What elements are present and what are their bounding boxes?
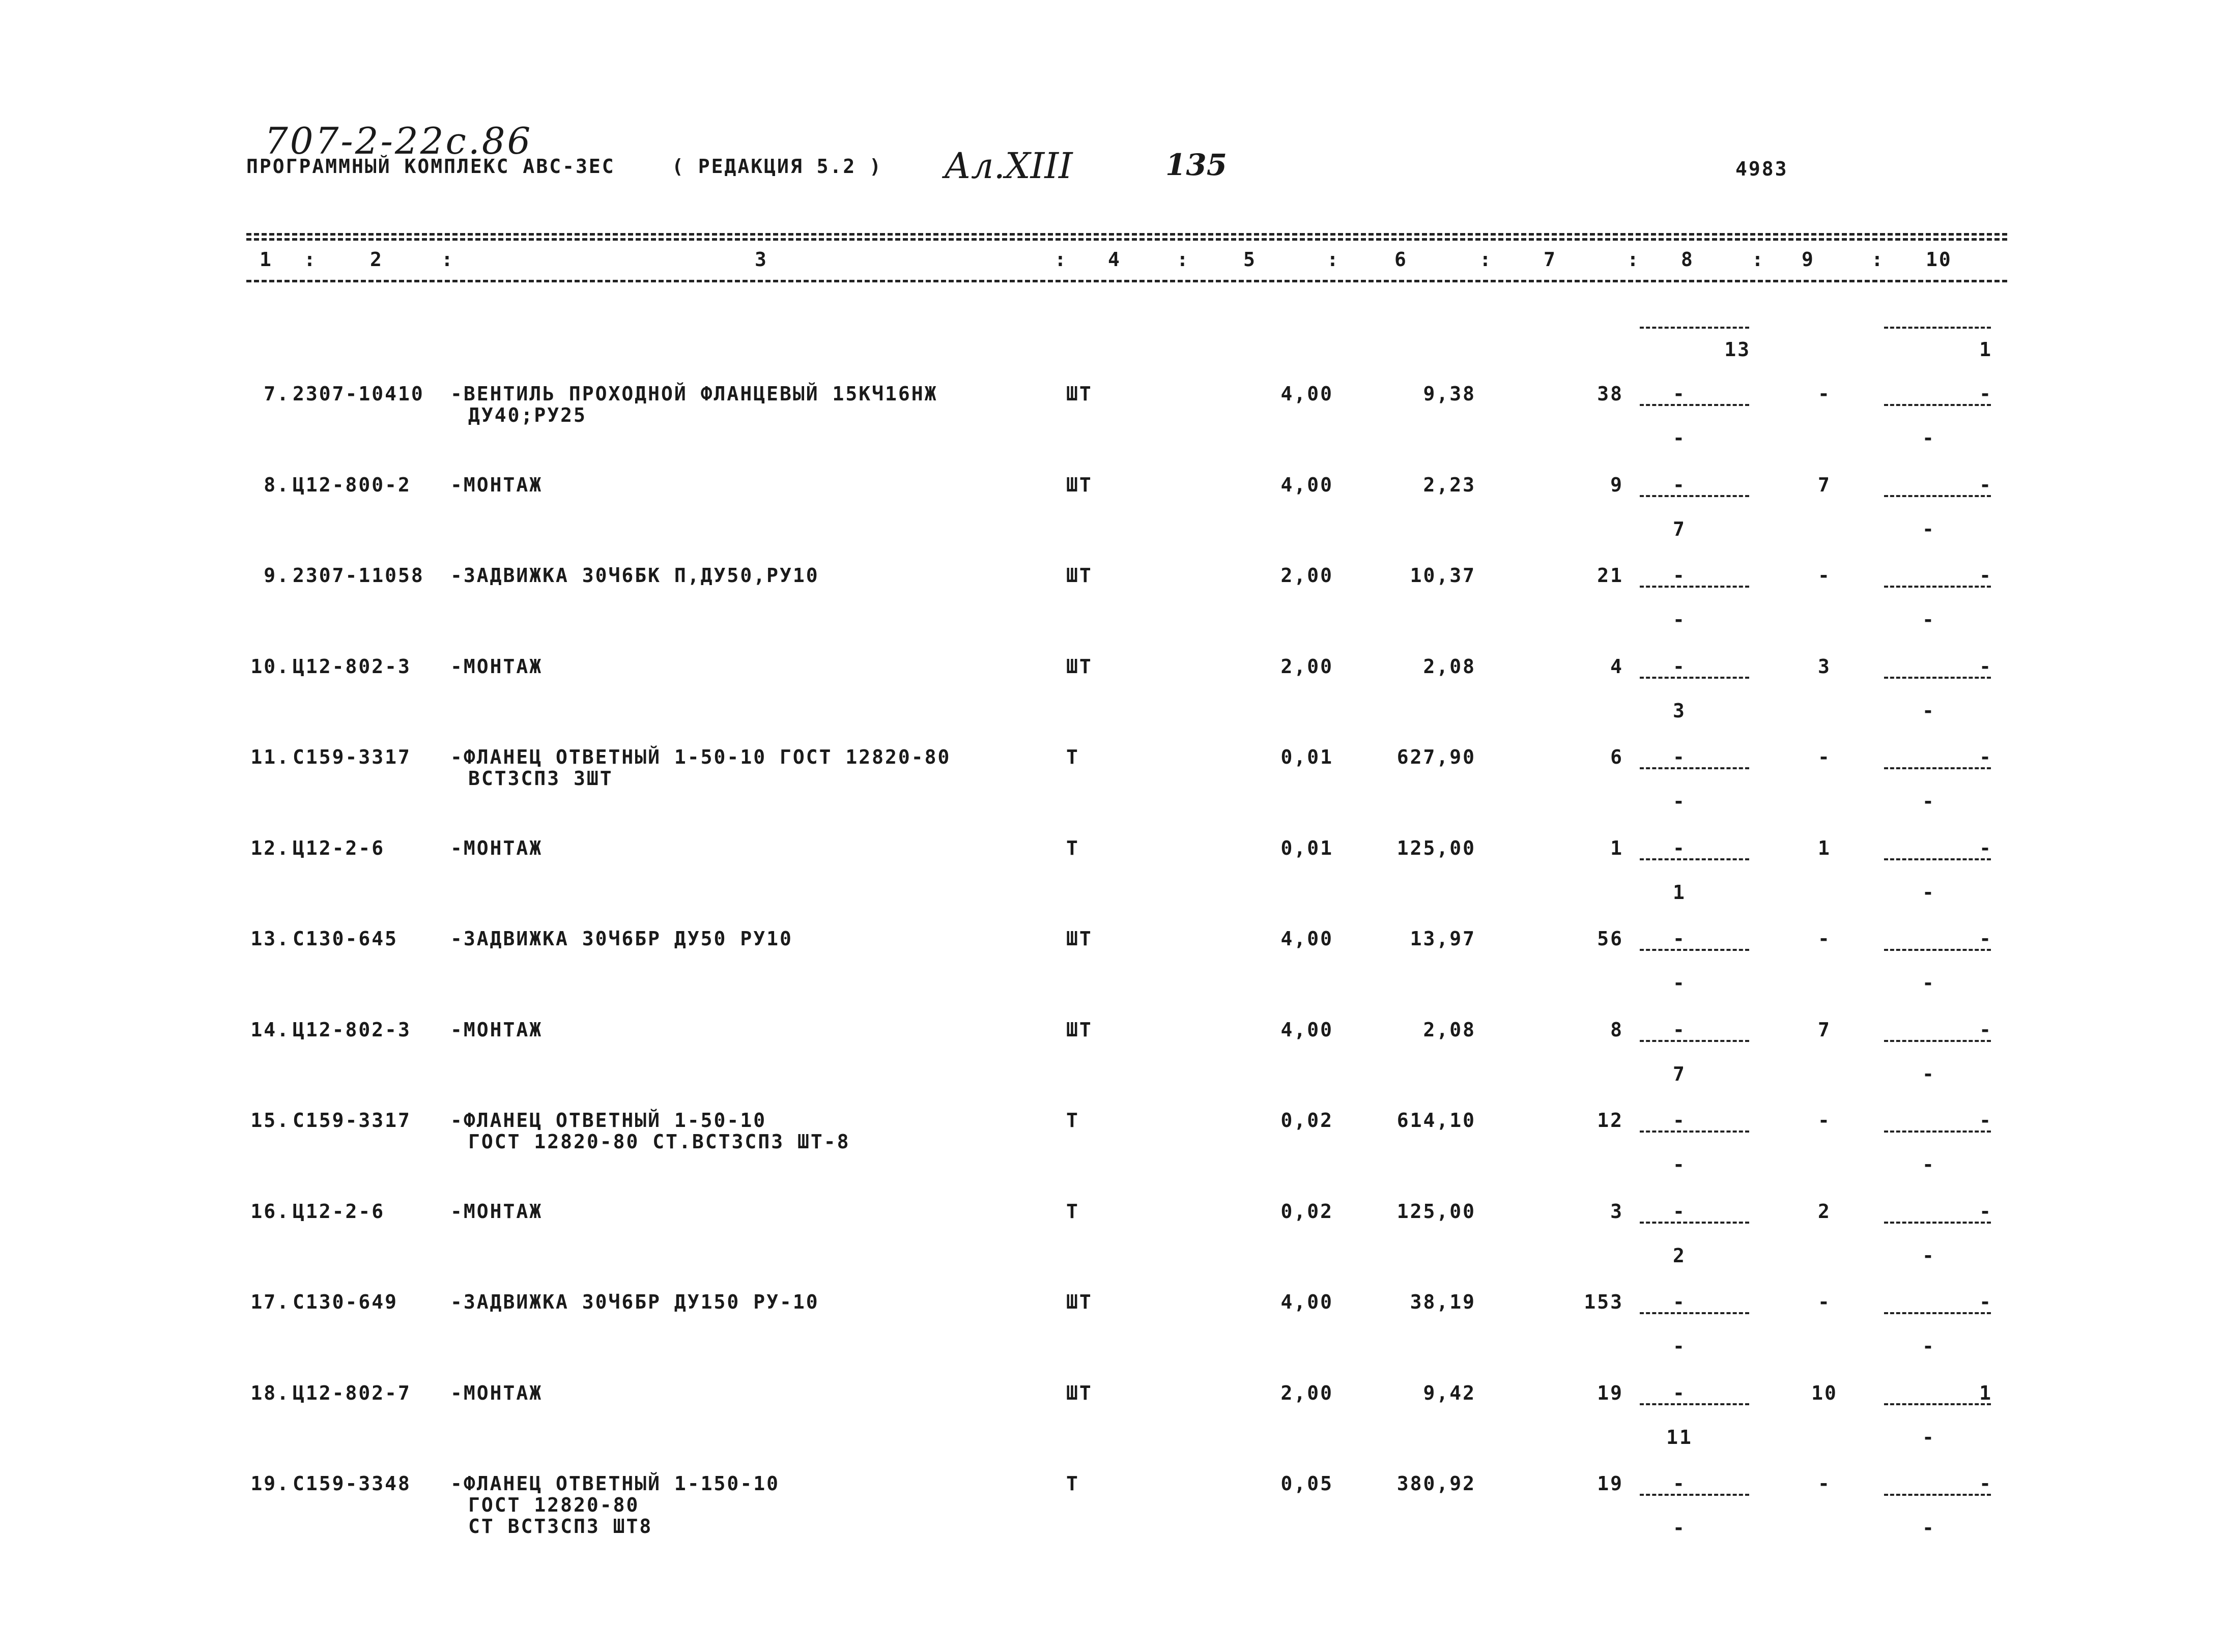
row-col10-value: - bbox=[1979, 928, 1992, 950]
row-quantity: 4,00 bbox=[1280, 1291, 1333, 1313]
row-col10-value: - bbox=[1979, 1019, 1992, 1041]
row-quantity: 0,02 bbox=[1280, 1200, 1333, 1223]
row-unit: Т bbox=[1066, 1109, 1079, 1132]
row-col10-value: - bbox=[1979, 746, 1992, 768]
edition-label: ( РЕДАКЦИЯ 5.2 ) bbox=[672, 155, 883, 178]
row-col8-bottom: - bbox=[1673, 790, 1686, 813]
table-row bbox=[0, 1019, 2224, 1110]
row-col8-bottom: 7 bbox=[1673, 1063, 1686, 1085]
column-separator: : bbox=[1327, 248, 1340, 271]
fraction-line bbox=[1884, 1494, 1991, 1496]
row-quantity: 4,00 bbox=[1280, 928, 1333, 950]
row-unit: ШТ bbox=[1066, 383, 1093, 405]
fraction-line bbox=[1884, 1403, 1991, 1405]
row-col8-bottom: 1 bbox=[1673, 881, 1686, 904]
row-col8-bottom: - bbox=[1673, 972, 1686, 994]
row-description-line: -ФЛАНЕЦ ОТВЕТНЫЙ 1-50-10 ГОСТ 12820-80 bbox=[450, 746, 951, 768]
row-col10-value: - bbox=[1979, 1200, 1992, 1223]
row-total: 4 bbox=[1610, 655, 1623, 678]
fraction-line bbox=[1884, 1131, 1991, 1133]
row-code: 2307-11058 bbox=[293, 564, 424, 587]
column-header-8: 8 bbox=[1681, 248, 1694, 271]
row-code: 2307-10410 bbox=[293, 383, 424, 405]
row-col8-bottom: - bbox=[1673, 608, 1686, 631]
row-col10-bottom: - bbox=[1922, 700, 1935, 722]
row-col8-bottom: - bbox=[1673, 1517, 1686, 1539]
row-total: 153 bbox=[1584, 1291, 1623, 1313]
fraction-line bbox=[1640, 1494, 1749, 1496]
row-col10-bottom: - bbox=[1922, 972, 1935, 994]
row-quantity: 4,00 bbox=[1280, 383, 1333, 405]
column-separator: : bbox=[1627, 248, 1640, 271]
row-col10-bottom: - bbox=[1922, 1063, 1935, 1085]
row-unit: ШТ bbox=[1066, 474, 1093, 496]
row-quantity: 4,00 bbox=[1280, 1019, 1333, 1041]
row-unit-price: 38,19 bbox=[1410, 1291, 1476, 1313]
row-unit: Т bbox=[1066, 1472, 1079, 1495]
row-col8-bottom: 7 bbox=[1673, 518, 1686, 540]
column-separator: : bbox=[304, 248, 317, 271]
row-col10-value: - bbox=[1979, 474, 1992, 496]
row-description-line: -МОНТАЖ bbox=[450, 837, 543, 859]
row-description-line: -МОНТАЖ bbox=[450, 1382, 543, 1404]
row-col9-value: 7 bbox=[1818, 1019, 1831, 1041]
row-col8-value: - bbox=[1673, 1291, 1686, 1313]
column-header-6: 6 bbox=[1394, 248, 1408, 271]
row-total: 56 bbox=[1597, 928, 1623, 950]
row-col10-bottom: - bbox=[1922, 518, 1935, 540]
row-col8-value: - bbox=[1673, 1382, 1686, 1404]
row-total: 6 bbox=[1610, 746, 1623, 768]
row-description-line: -МОНТАЖ bbox=[450, 1200, 543, 1223]
row-col8-value: - bbox=[1673, 1109, 1686, 1132]
row-description-line: ГОСТ 12820-80 bbox=[468, 1494, 640, 1516]
row-number: 17. bbox=[250, 1291, 290, 1313]
row-description-line: -ЗАДВИЖКА 30Ч6БР ДУ50 РУ10 bbox=[450, 928, 793, 950]
row-number: 10. bbox=[250, 655, 290, 678]
fraction-line bbox=[1884, 858, 1991, 860]
row-description-line: -МОНТАЖ bbox=[450, 1019, 543, 1041]
table-row bbox=[0, 1291, 2224, 1382]
row-col10-value: - bbox=[1979, 1109, 1992, 1132]
fraction-line bbox=[1640, 327, 1749, 329]
column-separator: : bbox=[1871, 248, 1885, 271]
row-col10-value: - bbox=[1979, 383, 1992, 405]
row-number: 8. bbox=[264, 474, 290, 496]
row-unit-price: 614,10 bbox=[1396, 1109, 1476, 1132]
table-row bbox=[0, 1472, 2224, 1564]
row-number: 14. bbox=[250, 1019, 290, 1041]
row-code: С130-645 bbox=[293, 928, 398, 950]
row-col8-bottom: 2 bbox=[1673, 1244, 1686, 1267]
fraction-line bbox=[1884, 404, 1991, 406]
row-description-line: -ФЛАНЕЦ ОТВЕТНЫЙ 1-150-10 bbox=[450, 1472, 780, 1495]
row-code: Ц12-800-2 bbox=[293, 474, 411, 496]
row-col9-value: - bbox=[1818, 564, 1831, 587]
row-col9-value: - bbox=[1818, 1109, 1831, 1132]
fraction-line bbox=[1884, 327, 1991, 329]
fraction-line bbox=[1640, 404, 1749, 406]
row-col10-value: - bbox=[1979, 1291, 1992, 1313]
row-col10-bottom: - bbox=[1922, 1517, 1935, 1539]
row-col9-value: - bbox=[1818, 1291, 1831, 1313]
row-description-line: -ФЛАНЕЦ ОТВЕТНЫЙ 1-50-10 bbox=[450, 1109, 767, 1132]
row-unit-price: 2,08 bbox=[1423, 1019, 1476, 1041]
fraction-line bbox=[1640, 677, 1749, 679]
row-col8-value: - bbox=[1673, 383, 1686, 405]
fraction-line bbox=[1640, 1403, 1749, 1405]
row-description-line: -ВЕНТИЛЬ ПРОХОДНОЙ ФЛАНЦЕВЫЙ 15КЧ16НЖ bbox=[450, 383, 938, 405]
row-col9-value: - bbox=[1818, 928, 1831, 950]
row-col10-bottom: - bbox=[1922, 1335, 1935, 1357]
row-unit-price: 9,42 bbox=[1423, 1382, 1476, 1404]
fraction-line bbox=[1640, 495, 1749, 497]
column-separator: : bbox=[1177, 248, 1190, 271]
table-row bbox=[0, 383, 2224, 474]
row-number: 16. bbox=[250, 1200, 290, 1223]
table-row bbox=[0, 1109, 2224, 1201]
column-separator: : bbox=[1054, 248, 1068, 271]
row-quantity: 0,01 bbox=[1280, 746, 1333, 768]
row-col9-value: 7 bbox=[1818, 474, 1831, 496]
fraction-line bbox=[1884, 1222, 1991, 1224]
row-unit-price: 2,08 bbox=[1423, 655, 1476, 678]
row-total: 19 bbox=[1597, 1382, 1623, 1404]
table-row bbox=[0, 1200, 2224, 1292]
row-total: 9 bbox=[1610, 474, 1623, 496]
row-unit-price: 10,37 bbox=[1410, 564, 1476, 587]
row-quantity: 2,00 bbox=[1280, 564, 1333, 587]
row-col8-value: - bbox=[1673, 837, 1686, 859]
row-number: 13. bbox=[250, 928, 290, 950]
row-col8-value: - bbox=[1673, 1200, 1686, 1223]
fraction-line bbox=[1884, 677, 1991, 679]
row-unit: ШТ bbox=[1066, 655, 1093, 678]
fraction-line bbox=[1640, 1131, 1749, 1133]
row-col9-value: - bbox=[1818, 1472, 1831, 1495]
row-code: Ц12-802-3 bbox=[293, 1019, 411, 1041]
row-col8-value: - bbox=[1673, 1019, 1686, 1041]
table-row bbox=[0, 564, 2224, 656]
fraction-line bbox=[1640, 949, 1749, 951]
row-col10-bottom: - bbox=[1922, 427, 1935, 449]
row-unit: ШТ bbox=[1066, 1019, 1093, 1041]
row-col10-value: - bbox=[1979, 564, 1992, 587]
fraction-line bbox=[1640, 767, 1749, 769]
row-description-line: -МОНТАЖ bbox=[450, 474, 543, 496]
row-unit-price: 13,97 bbox=[1410, 928, 1476, 950]
row-quantity: 0,01 bbox=[1280, 837, 1333, 859]
row-code: Ц12-2-6 bbox=[293, 1200, 385, 1223]
column-header-7: 7 bbox=[1544, 248, 1557, 271]
table-row bbox=[0, 928, 2224, 1019]
row-total: 38 bbox=[1597, 383, 1623, 405]
column-header-10: 10 bbox=[1926, 248, 1952, 271]
row-number: 9. bbox=[264, 564, 290, 587]
row-col10-value: - bbox=[1979, 1472, 1992, 1495]
row-col8-value: - bbox=[1673, 746, 1686, 768]
table-row bbox=[0, 655, 2224, 747]
row-unit: Т bbox=[1066, 746, 1079, 768]
row-unit: ШТ bbox=[1066, 1382, 1093, 1404]
row-number: 7. bbox=[264, 383, 290, 405]
row-col10-bottom: - bbox=[1922, 608, 1935, 631]
row-total: 12 bbox=[1597, 1109, 1623, 1132]
row-code: С159-3348 bbox=[293, 1472, 411, 1495]
carry-value-col8: 13 bbox=[1724, 338, 1751, 361]
row-col8-value: - bbox=[1673, 474, 1686, 496]
row-code: С130-649 bbox=[293, 1291, 398, 1313]
row-code: Ц12-2-6 bbox=[293, 837, 385, 859]
row-total: 8 bbox=[1610, 1019, 1623, 1041]
handwritten-doc-code: 707-2-22с.86 bbox=[265, 120, 533, 162]
row-code: Ц12-802-3 bbox=[293, 655, 411, 678]
table-row bbox=[0, 837, 2224, 929]
fraction-line bbox=[1884, 767, 1991, 769]
row-col8-value: - bbox=[1673, 655, 1686, 678]
row-unit-price: 380,92 bbox=[1396, 1472, 1476, 1495]
row-number: 19. bbox=[250, 1472, 290, 1495]
row-col8-bottom: 11 bbox=[1666, 1426, 1693, 1448]
fraction-line bbox=[1640, 1312, 1749, 1314]
row-description-line: ВСТ3СП3 3ШТ bbox=[468, 767, 613, 790]
row-code: С159-3317 bbox=[293, 746, 411, 768]
header-rule-top-2 bbox=[246, 238, 2007, 241]
sheet-label-handwritten: Ал.XIII bbox=[944, 145, 1073, 187]
fraction-line bbox=[1884, 1312, 1991, 1314]
page-number-handwritten: 135 bbox=[1165, 148, 1228, 182]
fraction-line bbox=[1884, 1040, 1991, 1042]
row-description-line: ДУ40;РУ25 bbox=[468, 404, 587, 426]
column-header-2: 2 bbox=[370, 248, 383, 271]
row-unit-price: 125,00 bbox=[1396, 1200, 1476, 1223]
column-separator: : bbox=[1479, 248, 1493, 271]
table-row bbox=[0, 474, 2224, 565]
row-unit-price: 125,00 bbox=[1396, 837, 1476, 859]
row-col10-bottom: - bbox=[1922, 1244, 1935, 1267]
row-unit: ШТ bbox=[1066, 928, 1093, 950]
row-col9-value: 3 bbox=[1818, 655, 1831, 678]
row-col9-value: 10 bbox=[1811, 1382, 1838, 1404]
header-rule-bottom bbox=[246, 280, 2007, 282]
row-col10-value: - bbox=[1979, 655, 1992, 678]
row-unit: ШТ bbox=[1066, 1291, 1093, 1313]
fraction-line bbox=[1884, 586, 1991, 588]
row-description-line: -ЗАДВИЖКА 30Ч6БР ДУ150 РУ-10 bbox=[450, 1291, 819, 1313]
carry-value-col10: 1 bbox=[1979, 338, 1992, 361]
row-code: Ц12-802-7 bbox=[293, 1382, 411, 1404]
row-col10-bottom: - bbox=[1922, 790, 1935, 813]
header-rule-top bbox=[246, 233, 2007, 236]
table-row bbox=[0, 1382, 2224, 1473]
row-quantity: 0,05 bbox=[1280, 1472, 1333, 1495]
column-header-1: 1 bbox=[260, 248, 273, 271]
row-unit: Т bbox=[1066, 837, 1079, 859]
row-number: 15. bbox=[250, 1109, 290, 1132]
row-col10-value: 1 bbox=[1979, 1382, 1992, 1404]
fraction-line bbox=[1884, 495, 1991, 497]
fraction-line bbox=[1640, 1040, 1749, 1042]
column-header-4: 4 bbox=[1108, 248, 1121, 271]
row-quantity: 2,00 bbox=[1280, 655, 1333, 678]
row-col8-bottom: - bbox=[1673, 1335, 1686, 1357]
row-total: 21 bbox=[1597, 564, 1623, 587]
row-col10-value: - bbox=[1979, 837, 1992, 859]
row-col9-value: - bbox=[1818, 383, 1831, 405]
row-number: 11. bbox=[250, 746, 290, 768]
row-description-line: ГОСТ 12820-80 СТ.ВСТ3СП3 ШТ-8 bbox=[468, 1131, 850, 1153]
row-unit: ШТ bbox=[1066, 564, 1093, 587]
column-header-9: 9 bbox=[1802, 248, 1815, 271]
row-quantity: 2,00 bbox=[1280, 1382, 1333, 1404]
column-header-5: 5 bbox=[1243, 248, 1257, 271]
column-separator: : bbox=[441, 248, 454, 271]
row-unit: Т bbox=[1066, 1200, 1079, 1223]
row-description-line: -ЗАДВИЖКА 30Ч6БК П,ДУ50,РУ10 bbox=[450, 564, 819, 587]
document-number: 4983 bbox=[1735, 158, 1788, 180]
row-code: С159-3317 bbox=[293, 1109, 411, 1132]
row-quantity: 4,00 bbox=[1280, 474, 1333, 496]
row-unit-price: 2,23 bbox=[1423, 474, 1476, 496]
row-col8-bottom: 3 bbox=[1673, 700, 1686, 722]
row-col8-bottom: - bbox=[1673, 1153, 1686, 1176]
table-row bbox=[0, 746, 2224, 837]
row-col10-bottom: - bbox=[1922, 1153, 1935, 1176]
row-total: 1 bbox=[1610, 837, 1623, 859]
row-number: 18. bbox=[250, 1382, 290, 1404]
row-description-line: СТ ВСТ3СП3 ШТ8 bbox=[468, 1515, 653, 1538]
fraction-line bbox=[1640, 858, 1749, 860]
row-unit-price: 9,38 bbox=[1423, 383, 1476, 405]
row-col9-value: 2 bbox=[1818, 1200, 1831, 1223]
row-col10-bottom: - bbox=[1922, 881, 1935, 904]
fraction-line bbox=[1884, 949, 1991, 951]
row-col9-value: - bbox=[1818, 746, 1831, 768]
row-col8-value: - bbox=[1673, 564, 1686, 587]
row-quantity: 0,02 bbox=[1280, 1109, 1333, 1132]
fraction-line bbox=[1640, 586, 1749, 588]
row-unit-price: 627,90 bbox=[1396, 746, 1476, 768]
row-col8-value: - bbox=[1673, 1472, 1686, 1495]
program-title: ПРОГРАММНЫЙ КОМПЛЕКС АВС-3ЕС bbox=[246, 155, 615, 178]
row-col8-bottom: - bbox=[1673, 427, 1686, 449]
fraction-line bbox=[1640, 1222, 1749, 1224]
row-total: 19 bbox=[1597, 1472, 1623, 1495]
row-col10-bottom: - bbox=[1922, 1426, 1935, 1448]
row-col9-value: 1 bbox=[1818, 837, 1831, 859]
row-total: 3 bbox=[1610, 1200, 1623, 1223]
row-col8-value: - bbox=[1673, 928, 1686, 950]
row-description-line: -МОНТАЖ bbox=[450, 655, 543, 678]
row-number: 12. bbox=[250, 837, 290, 859]
column-separator: : bbox=[1752, 248, 1765, 271]
column-header-3: 3 bbox=[755, 248, 768, 271]
